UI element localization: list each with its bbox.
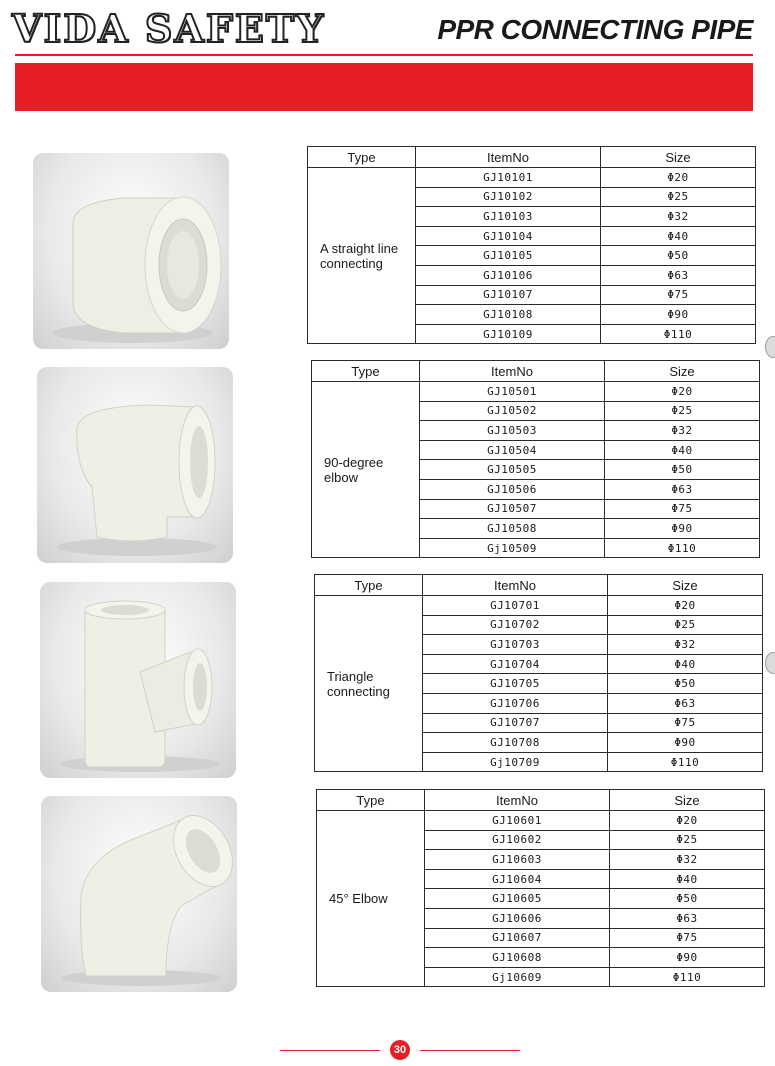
item-number: GJ10503 xyxy=(420,421,605,441)
size-value: Φ50 xyxy=(610,889,765,909)
type-cell xyxy=(308,168,416,344)
straight-coupling-photo xyxy=(33,153,229,349)
size-value: Φ63 xyxy=(608,693,763,713)
col-header-item: ItemNo xyxy=(416,147,601,168)
size-value: Φ40 xyxy=(608,654,763,674)
item-number: GJ10108 xyxy=(416,305,601,325)
item-number: GJ10605 xyxy=(425,889,610,909)
size-value: Φ25 xyxy=(608,615,763,635)
spec-table-tee xyxy=(314,574,763,772)
header-divider xyxy=(15,54,753,56)
item-number: Gj10609 xyxy=(425,967,610,987)
type-label-line: A straight line xyxy=(320,240,399,256)
size-value: Φ90 xyxy=(608,733,763,753)
item-number: GJ10607 xyxy=(425,928,610,948)
spec-table-elbow-45 xyxy=(316,789,765,987)
type-cell xyxy=(312,382,420,558)
col-header-item: ItemNo xyxy=(420,361,605,382)
size-value: Φ25 xyxy=(605,401,760,421)
spec-table-straight xyxy=(307,146,756,344)
item-number: GJ10701 xyxy=(423,596,608,616)
size-value: Φ20 xyxy=(610,811,765,831)
col-header-size: Size xyxy=(608,575,763,596)
size-value: Φ75 xyxy=(608,713,763,733)
binding-hole xyxy=(765,336,775,358)
col-header-size: Size xyxy=(605,361,760,382)
size-value: Φ32 xyxy=(601,207,756,227)
size-value: Φ40 xyxy=(601,226,756,246)
item-number: GJ10101 xyxy=(416,168,601,188)
item-number: GJ10608 xyxy=(425,948,610,968)
size-value: Φ63 xyxy=(605,479,760,499)
item-number: GJ10106 xyxy=(416,265,601,285)
table-row xyxy=(315,596,763,616)
type-label-line: connecting xyxy=(327,683,390,699)
item-number: GJ10507 xyxy=(420,499,605,519)
item-number: Gj10709 xyxy=(423,752,608,772)
size-value: Φ20 xyxy=(608,596,763,616)
item-number: GJ10602 xyxy=(425,830,610,850)
col-header-type: Type xyxy=(312,361,420,382)
size-value: Φ90 xyxy=(605,519,760,539)
size-value: Φ50 xyxy=(605,460,760,480)
table-header-row xyxy=(317,790,765,811)
size-value: Φ50 xyxy=(608,674,763,694)
type-cell xyxy=(317,811,425,987)
col-header-item: ItemNo xyxy=(425,790,610,811)
size-value: Φ50 xyxy=(601,246,756,266)
item-number: GJ10604 xyxy=(425,869,610,889)
item-number: GJ10705 xyxy=(423,674,608,694)
brand-logo: VIDA SAFETY xyxy=(12,6,326,51)
item-number: GJ10606 xyxy=(425,908,610,928)
table-header-row xyxy=(308,147,756,168)
size-value: Φ75 xyxy=(601,285,756,305)
col-header-size: Size xyxy=(610,790,765,811)
item-number: GJ10603 xyxy=(425,850,610,870)
item-number: GJ10708 xyxy=(423,733,608,753)
col-header-size: Size xyxy=(601,147,756,168)
size-value: Φ110 xyxy=(610,967,765,987)
item-number: GJ10502 xyxy=(420,401,605,421)
item-number: GJ10703 xyxy=(423,635,608,655)
item-number: GJ10601 xyxy=(425,811,610,831)
type-label-line: elbow xyxy=(324,469,358,485)
size-value: Φ63 xyxy=(601,265,756,285)
item-number: GJ10501 xyxy=(420,382,605,402)
item-number: GJ10104 xyxy=(416,226,601,246)
header-band xyxy=(15,63,753,111)
size-value: Φ63 xyxy=(610,908,765,928)
size-value: Φ40 xyxy=(605,440,760,460)
size-value: Φ90 xyxy=(610,948,765,968)
item-number: GJ10706 xyxy=(423,693,608,713)
table-row xyxy=(312,382,760,402)
size-value: Φ32 xyxy=(605,421,760,441)
table-header-row xyxy=(312,361,760,382)
footer-line-right xyxy=(420,1050,520,1051)
col-header-type: Type xyxy=(317,790,425,811)
binding-hole xyxy=(765,652,775,674)
item-number: GJ10107 xyxy=(416,285,601,305)
item-number: GJ10702 xyxy=(423,615,608,635)
table-header-row xyxy=(315,575,763,596)
table-row xyxy=(308,168,756,188)
item-number: GJ10506 xyxy=(420,479,605,499)
size-value: Φ110 xyxy=(605,538,760,558)
size-value: Φ40 xyxy=(610,869,765,889)
size-value: Φ110 xyxy=(608,752,763,772)
page-title: PPR CONNECTING PIPE xyxy=(437,14,753,45)
item-number: GJ10508 xyxy=(420,519,605,539)
col-header-type: Type xyxy=(315,575,423,596)
size-value: Φ32 xyxy=(608,635,763,655)
elbow-90-photo xyxy=(37,367,233,563)
size-value: Φ90 xyxy=(601,305,756,325)
size-value: Φ75 xyxy=(610,928,765,948)
type-label-line: Triangle xyxy=(327,668,374,684)
size-value: Φ20 xyxy=(605,382,760,402)
item-number: GJ10103 xyxy=(416,207,601,227)
elbow-45-photo xyxy=(41,796,237,992)
item-number: GJ10102 xyxy=(416,187,601,207)
size-value: Φ110 xyxy=(601,324,756,344)
type-label-line: 45° Elbow xyxy=(329,891,388,907)
type-label-line: 90-degree xyxy=(324,454,384,470)
type-label-line: connecting xyxy=(320,255,383,271)
item-number: GJ10505 xyxy=(420,460,605,480)
table-row xyxy=(317,811,765,831)
size-value: Φ20 xyxy=(601,168,756,188)
size-value: Φ75 xyxy=(605,499,760,519)
type-cell xyxy=(315,596,423,772)
footer xyxy=(280,1040,520,1062)
spec-table-elbow-90 xyxy=(311,360,760,558)
item-number: GJ10105 xyxy=(416,246,601,266)
footer-line-left xyxy=(280,1050,380,1051)
item-number: GJ10109 xyxy=(416,324,601,344)
size-value: Φ25 xyxy=(601,187,756,207)
item-number: GJ10504 xyxy=(420,440,605,460)
tee-photo xyxy=(40,582,236,778)
size-value: Φ32 xyxy=(610,850,765,870)
size-value: Φ25 xyxy=(610,830,765,850)
col-header-item: ItemNo xyxy=(423,575,608,596)
item-number: GJ10707 xyxy=(423,713,608,733)
page-number: 30 xyxy=(390,1040,410,1060)
item-number: GJ10704 xyxy=(423,654,608,674)
item-number: Gj10509 xyxy=(420,538,605,558)
col-header-type: Type xyxy=(308,147,416,168)
